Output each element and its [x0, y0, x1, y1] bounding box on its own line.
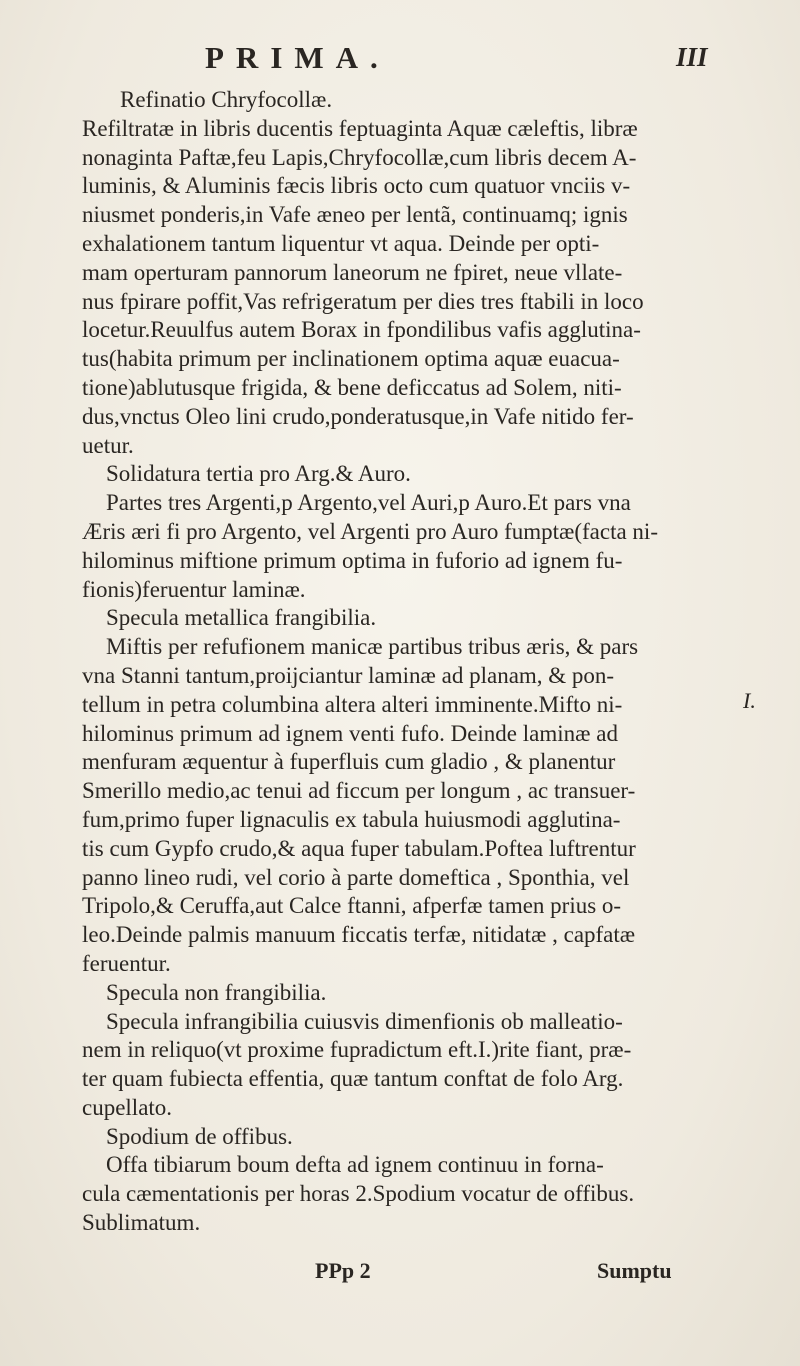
text-line: Miftis per refufionem manicæ partibus tribus æris, & pars	[106, 634, 639, 660]
folio-number: III	[676, 42, 708, 72]
section-heading: Solidatura tertia pro Arg.& Auro.	[106, 461, 411, 487]
text-line: Smerillo medio,ac tenui ad ficcum per longum , ac transuer-	[82, 778, 636, 804]
text-line: ter quam fubiecta effentia, quæ tantum conftat de folo Arg.	[82, 1066, 624, 1092]
text-line: fionis)feruentur laminæ.	[82, 576, 306, 602]
text-line: tis cum Gypfo crudo,& aqua fuper tabulam.Poftea luftrentur	[82, 835, 636, 861]
text-line: Sublimatum.	[82, 1210, 201, 1236]
text-line: cupellato.	[82, 1094, 173, 1120]
page-header	[0, 40, 800, 80]
running-head: PRIMA.	[205, 40, 390, 75]
catchword: Sumptu	[597, 1258, 672, 1283]
text-line: luminis, & Aluminis fæcis libris octo cum quatuor vnciis v-	[82, 173, 631, 199]
text-line: cula cæmentationis per horas 2.Spodium vocatur de offibus.	[82, 1181, 635, 1207]
section-heading: Spodium de offibus.	[106, 1123, 293, 1149]
text-line: tione)ablutusque frigida, & bene deficcatus ad Solem, niti-	[82, 374, 622, 400]
text-line: hilominus miftione primum optima in fuforio ad ignem fu-	[82, 547, 623, 573]
text-line: feruentur.	[82, 950, 171, 976]
text-line: exhalationem tantum liquentur vt aqua. Deinde per opti-	[82, 230, 600, 256]
text-line: panno lineo rudi, vel corio à parte domeftica , Sponthia, vel	[82, 864, 630, 890]
section-heading: Specula non frangibilia.	[106, 979, 327, 1005]
text-line: nonaginta Paftæ,feu Lapis,Chryfocollæ,cum libris decem A-	[82, 144, 637, 170]
text-line: tellum in petra columbina altera alteri imminente.Mifto ni-	[82, 691, 623, 717]
text-line: Æris æri fi pro Argento, vel Argenti pro Auro fumptæ(facta ni-	[82, 518, 658, 544]
text-line: Offa tibiarum boum defta ad ignem continuu in forna-	[106, 1152, 604, 1178]
text-line: tus(habita primum per inclinationem optima aquæ euacua-	[82, 346, 620, 372]
text-line: dus,vnctus Oleo lini crudo,ponderatusque,in Vafe nitido fer-	[82, 403, 634, 429]
margin-note: I.	[743, 688, 756, 713]
section-heading: Refinatio Chryfocollæ.	[120, 87, 333, 112]
text-line: locetur.Reuulfus autem Borax in fpondilibus vafis agglutina-	[82, 317, 641, 343]
text-line: nem in reliquo(vt proxime fupradictum eft.I.)rite fiant, præ-	[82, 1037, 632, 1063]
text-line: nus fpirare poffit,Vas refrigeratum per dies tres ftabili in loco	[82, 288, 644, 314]
text-line: Specula infrangibilia cuiusvis dimenfionis ob malleatio-	[106, 1008, 623, 1034]
text-line: uetur.	[82, 432, 134, 458]
section-heading: Specula metallica frangibilia.	[106, 605, 377, 631]
text-line: vna Stanni tantum,proijciantur laminæ ad planam, & pon-	[82, 662, 615, 688]
text-body	[82, 86, 722, 1238]
text-line: hilominus primum ad ignem venti fufo. Deinde laminæ ad	[82, 720, 618, 746]
text-line: niusmet ponderis,in Vafe æneo per lentã, continuamq; ignis	[82, 202, 628, 228]
text-line: menfuram æquentur à fuperfluis cum gladio , & planentur	[82, 749, 616, 775]
signature-mark: PPp 2	[315, 1258, 371, 1283]
text-line: Partes tres Argenti,p Argento,vel Auri,p Auro.Et pars vna	[106, 490, 631, 516]
text-line: Tripolo,& Ceruffa,aut Calce ftanni, afperfæ tamen prius o-	[82, 893, 622, 919]
text-line: Refiltratæ in libris ducentis feptuaginta Aquæ cæleftis, libræ	[82, 115, 638, 141]
text-line: mam operturam pannorum laneorum ne fpiret, neue vllate-	[82, 259, 623, 285]
page-footer	[0, 1258, 800, 1298]
text-line: fum,primo fuper lignaculis ex tabula huiusmodi agglutina-	[82, 806, 621, 832]
text-line: leo.Deinde palmis manuum ficcatis terfæ, nitidatæ , capfatæ	[82, 922, 636, 948]
